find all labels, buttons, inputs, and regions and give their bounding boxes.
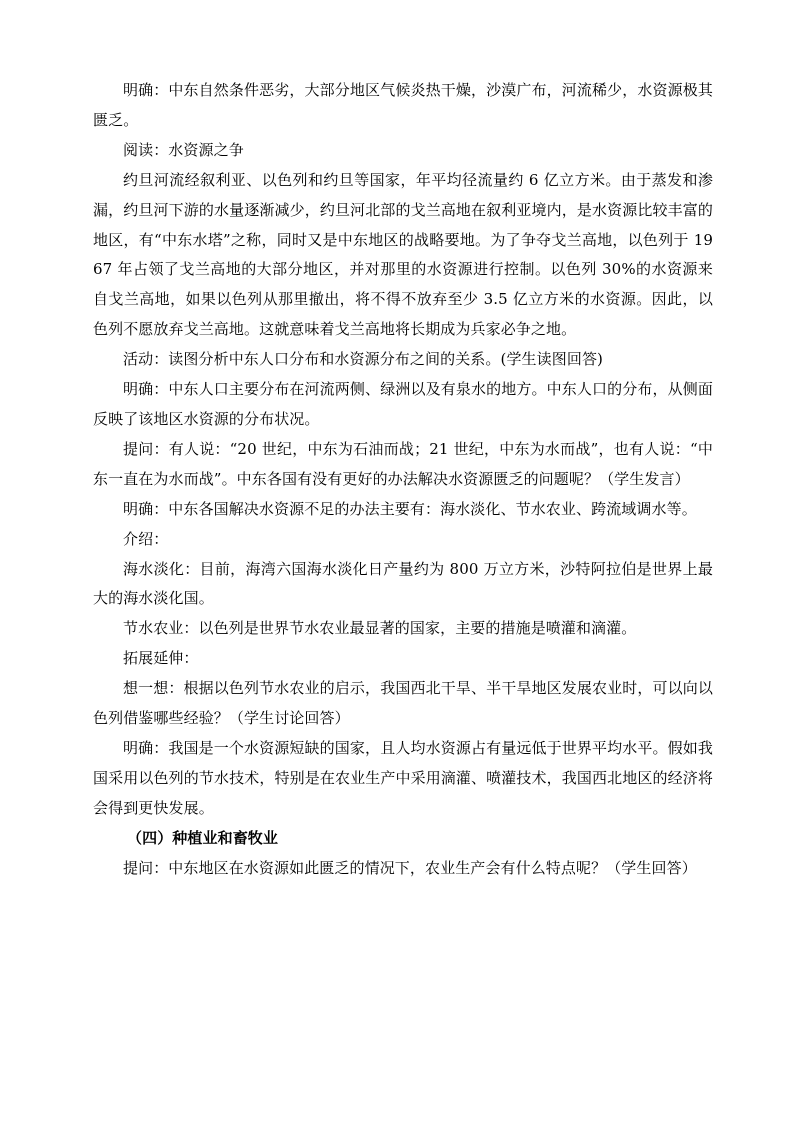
paragraph: 想一想：根据以色列节水农业的启示，我国西北干旱、半干旱地区发展农业时，可以向以色列借鉴哪些经验？（学生讨论回答）	[93, 679, 713, 728]
paragraph: 节水农业：以色列是世界节水农业最显著的国家，主要的措施是喷灌和滴灌。	[123, 619, 637, 638]
document-page	[93, 76, 713, 883]
paragraph: 拓展延伸：	[123, 649, 199, 668]
paragraph: 海水淡化：目前，海湾六国海水淡化日产量约为 800 万立方米，沙特阿拉伯是世界上最大的海水淡化国。	[93, 559, 713, 608]
paragraph: 介绍：	[123, 529, 169, 548]
section-heading: （四）种植业和畜牧业	[127, 828, 279, 847]
paragraph: 阅读：水资源之争	[123, 140, 244, 159]
paragraph: 约旦河流经叙利亚、以色列和约旦等国家，年平均径流量约 6 亿立方米。由于蒸发和渗漏，约旦河下游的水量逐渐减少，约旦河北部的戈兰高地在叙利亚境内，是水资源比较丰富的地区，有“中东水塔”之称，同时又是中东地区的战略要地。为了争夺戈兰高地，以色列于 1967 年占领了戈兰高地的大部分地区，并对那里的水资源进行控制。以色列 30%的水资源来自戈兰高地，如果以色列从那里撤出，将不得不放弃至少 3.5 亿立方米的水资源。因此，以色列不愿放弃戈兰高地。这就意味着戈兰高地将长期成为兵家必争之地。	[93, 170, 713, 339]
paragraph: 明确：中东各国解决水资源不足的办法主要有：海水淡化、节水农业、跨流域调水等。	[123, 499, 697, 518]
paragraph: 活动：读图分析中东人口分布和水资源分布之间的关系。(学生读图回答)	[123, 350, 604, 369]
paragraph: 提问：有人说：“20 世纪，中东为石油而战；21 世纪，中东为水而战”，也有人说：“中东一直在为水而战”。中东各国有没有更好的办法解决水资源匮乏的问题呢？（学生发言）	[93, 439, 713, 488]
paragraph: 明确：我国是一个水资源短缺的国家，且人均水资源占有量远低于世界平均水平。假如我国采用以色列的节水技术，特别是在农业生产中采用滴灌、喷灌技术，我国西北地区的经济将会得到更快发展。	[93, 738, 713, 817]
paragraph: 提问：中东地区在水资源如此匮乏的情况下，农业生产会有什么特点呢？（学生回答）	[123, 858, 697, 877]
paragraph: 明确：中东人口主要分布在河流两侧、绿洲以及有泉水的地方。中东人口的分布，从侧面反映了该地区水资源的分布状况。	[93, 380, 713, 428]
paragraph: 明确：中东自然条件恶劣，大部分地区气候炎热干燥，沙漠广布，河流稀少，水资源极其匮乏。	[93, 81, 713, 129]
